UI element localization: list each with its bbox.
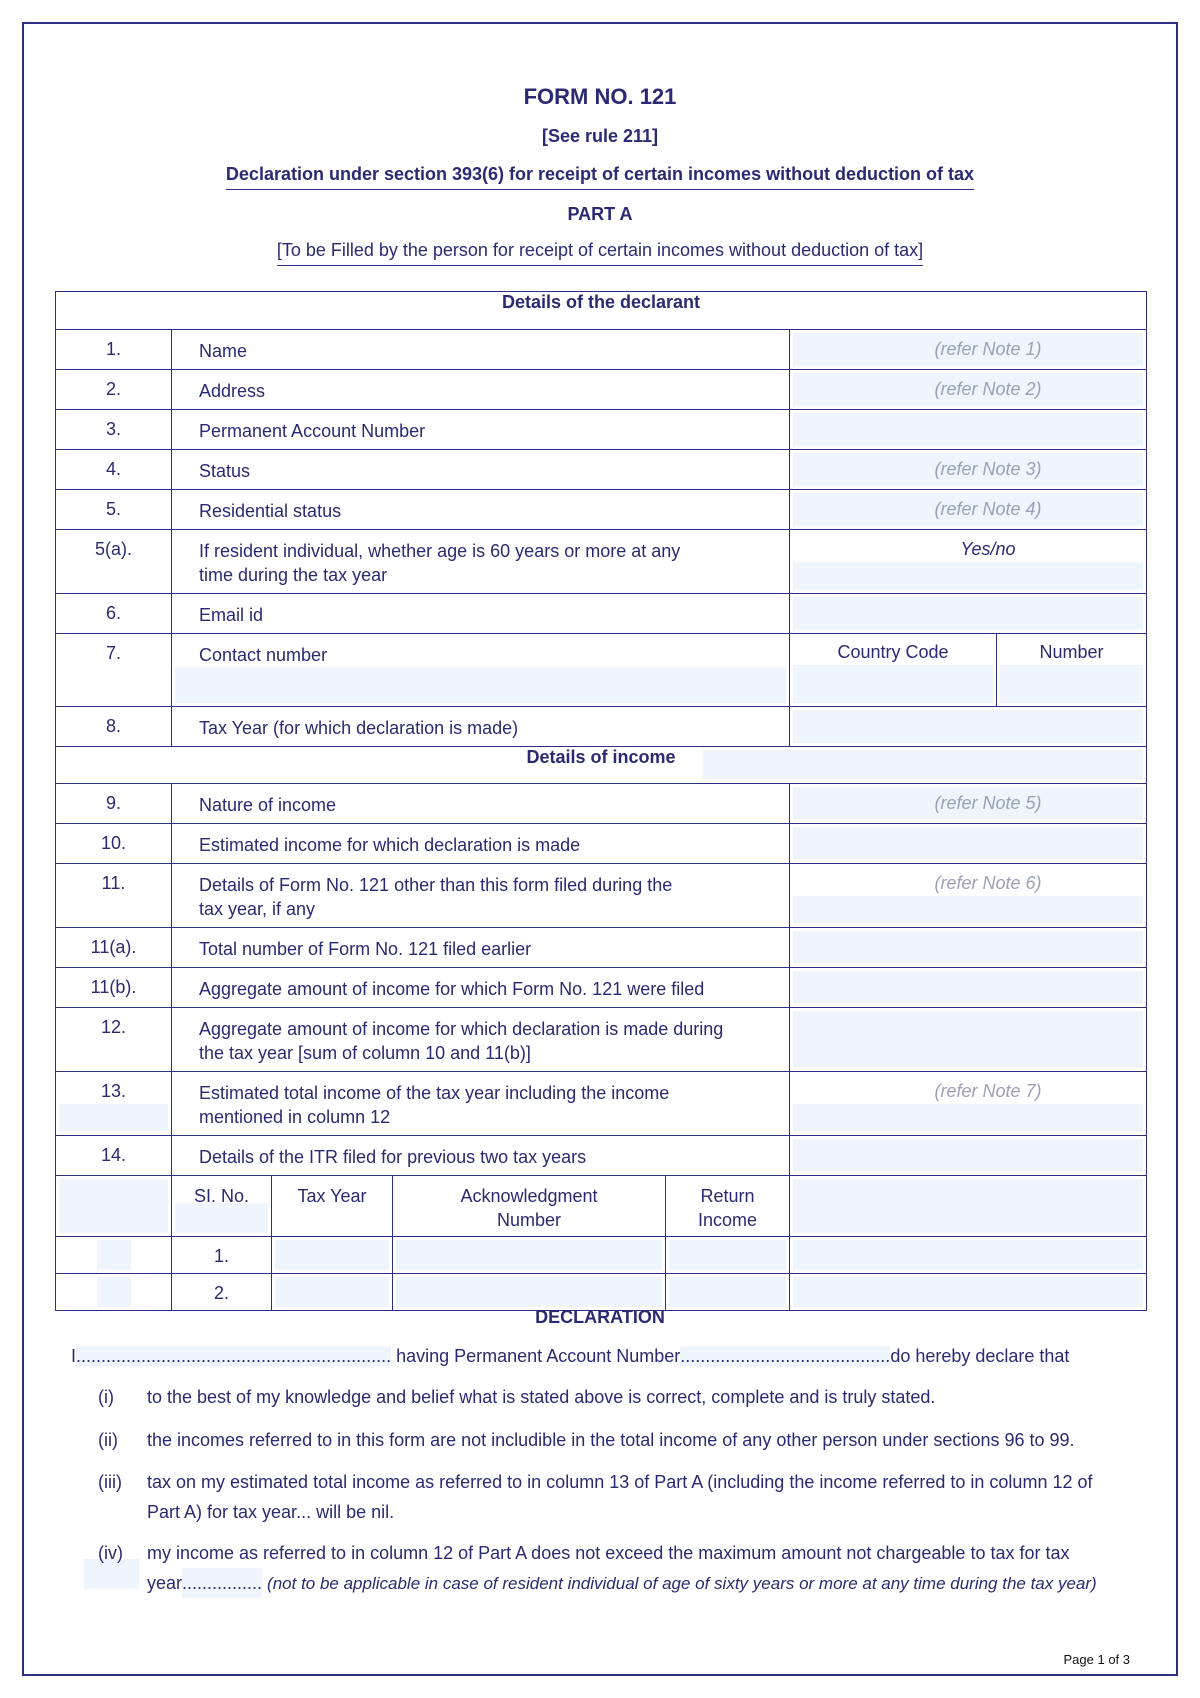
aggregate-declared-field[interactable] bbox=[790, 1008, 1147, 1072]
itr-1-acknowledgment[interactable] bbox=[393, 1237, 666, 1274]
table-row: 7. Contact number Country Code Number bbox=[56, 634, 1147, 707]
table-row: 1. Name (refer Note 1) bbox=[56, 330, 1147, 370]
form-number: FORM NO. 121 bbox=[523, 84, 677, 109]
other-forms-field[interactable]: (refer Note 6) bbox=[790, 864, 1147, 928]
table-row: 14. Details of the ITR filed for previous two tax years bbox=[56, 1136, 1147, 1176]
aggregate-filed-field[interactable] bbox=[790, 968, 1147, 1008]
part-a-subtitle: [To be Filled by the person for receipt of certain incomes without deduction of tax] bbox=[277, 240, 923, 266]
table-row: 12. Aggregate amount of income for which declaration is made during the tax year [sum of column 10 and 11(b)] bbox=[56, 1008, 1147, 1072]
declarant-pan-input[interactable]: .......................................... bbox=[680, 1346, 891, 1366]
estimated-income-field[interactable] bbox=[790, 824, 1147, 864]
tax-year-input[interactable]: ................ bbox=[182, 1568, 262, 1598]
email-field[interactable] bbox=[790, 594, 1147, 634]
contact-number-field[interactable]: Number bbox=[997, 634, 1147, 707]
itr-1-tax-year[interactable] bbox=[272, 1237, 393, 1274]
senior-citizen-field[interactable]: Yes/no bbox=[790, 530, 1147, 594]
table-row: 5(a). If resident individual, whether age is 60 years or more at any time during the tax year Yes/no bbox=[56, 530, 1147, 594]
table-row: 5. Residential status (refer Note 4) bbox=[56, 490, 1147, 530]
status-field[interactable]: (refer Note 3) bbox=[790, 450, 1147, 490]
table-row: 9. Nature of income (refer Note 5) bbox=[56, 784, 1147, 824]
table-row: 6. Email id bbox=[56, 594, 1147, 634]
table-row: 13. Estimated total income of the tax year including the income mentioned in column 12 (refer Note 7) bbox=[56, 1072, 1147, 1136]
table-row: 8. Tax Year (for which declaration is made) bbox=[56, 707, 1147, 747]
itr-1-return-income[interactable] bbox=[666, 1237, 790, 1274]
table-row: 4. Status (refer Note 3) bbox=[56, 450, 1147, 490]
nature-of-income-field[interactable]: (refer Note 5) bbox=[790, 784, 1147, 824]
see-rule: [See rule 211] bbox=[541, 126, 659, 146]
table-row: 2. Address (refer Note 2) bbox=[56, 370, 1147, 410]
declarant-heading: Details of the declarant bbox=[56, 292, 1147, 330]
pan-field[interactable] bbox=[790, 410, 1147, 450]
address-field[interactable]: (refer Note 2) bbox=[790, 370, 1147, 410]
form-title: Declaration under section 393(6) for receipt of certain incomes without deduction of tax bbox=[226, 164, 974, 190]
table-row: 11(b). Aggregate amount of income for which Form No. 121 were filed bbox=[56, 968, 1147, 1008]
table-row: 10. Estimated income for which declaration is made bbox=[56, 824, 1147, 864]
table-row: 11(a). Total number of Form No. 121 filed earlier bbox=[56, 928, 1147, 968]
declarant-table bbox=[55, 291, 1147, 1311]
itr-header-row: SI. No. Tax Year Acknowledgment Number Return Income bbox=[56, 1176, 1147, 1237]
forms-count-field[interactable] bbox=[790, 928, 1147, 968]
table-row: 3. Permanent Account Number bbox=[56, 410, 1147, 450]
country-code-field[interactable]: Country Code bbox=[790, 634, 997, 707]
itr-2-acknowledgment[interactable] bbox=[393, 1274, 666, 1311]
table-row: 11. Details of Form No. 121 other than this form filed during the tax year, if any (refer Note 6) bbox=[56, 864, 1147, 928]
itr-2-tax-year[interactable] bbox=[272, 1274, 393, 1311]
name-field[interactable]: (refer Note 1) bbox=[790, 330, 1147, 370]
income-heading: Details of income bbox=[56, 747, 1147, 784]
page-number: Page 1 of 3 bbox=[1063, 1652, 1130, 1667]
part-a-heading: PART A bbox=[567, 204, 633, 224]
total-income-field[interactable]: (refer Note 7) bbox=[790, 1072, 1147, 1136]
itr-details-field[interactable] bbox=[790, 1136, 1147, 1176]
itr-2-return-income[interactable] bbox=[666, 1274, 790, 1311]
declaration-line: I............................................................... having Permanent Account Number..........................................do hereby declare that bbox=[71, 1346, 1070, 1366]
declaration-heading: DECLARATION bbox=[535, 1307, 665, 1327]
declarant-name-input[interactable]: ............................................................... bbox=[76, 1346, 392, 1366]
residential-status-field[interactable]: (refer Note 4) bbox=[790, 490, 1147, 530]
itr-row: 2. bbox=[56, 1274, 1147, 1311]
tax-year-field[interactable] bbox=[790, 707, 1147, 747]
itr-row: 1. bbox=[56, 1237, 1147, 1274]
